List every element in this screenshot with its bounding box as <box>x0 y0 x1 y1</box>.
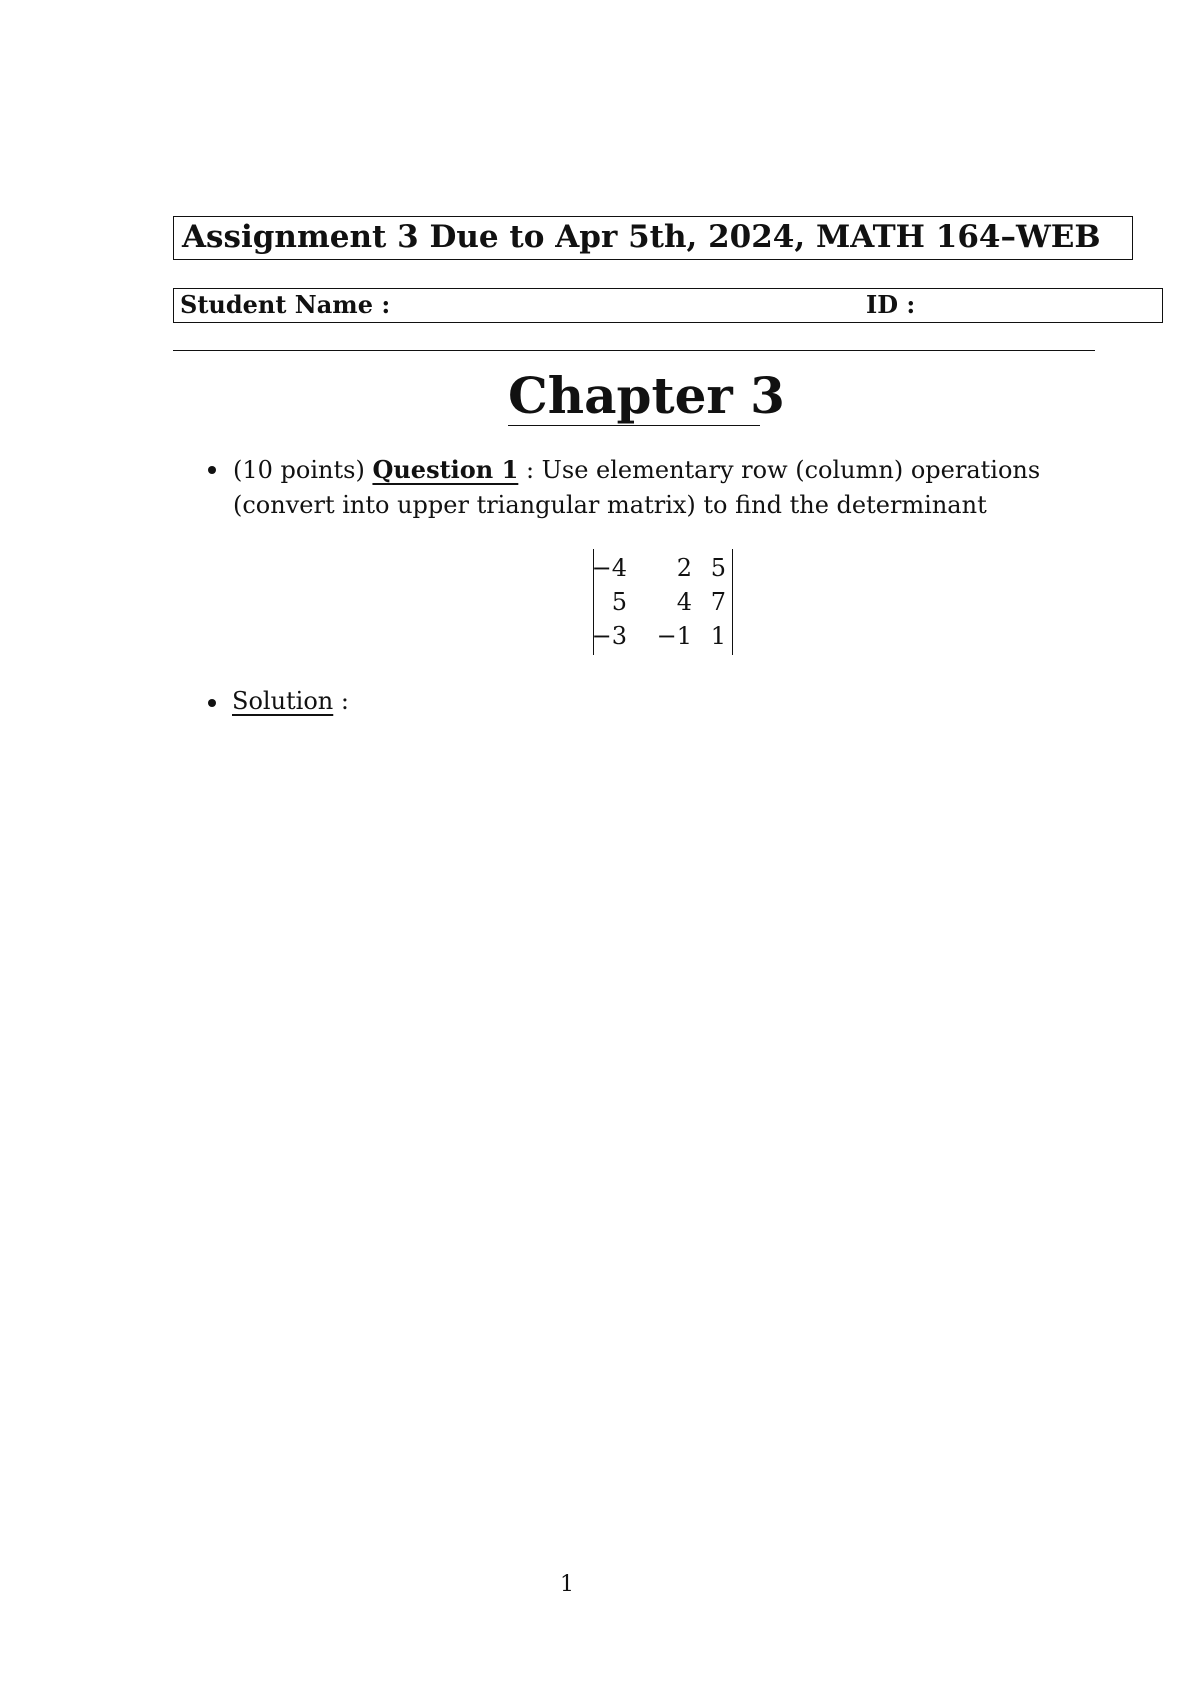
determinant-row <box>594 585 732 619</box>
question-text-line-1: Use elementary row (column) operations <box>541 456 1041 484</box>
determinant-matrix <box>593 549 733 655</box>
question-points: (10 points) <box>233 456 365 484</box>
question-line-2 <box>233 490 987 520</box>
solution-label <box>232 686 349 716</box>
determinant-cell: 4 <box>676 588 692 616</box>
determinant-cell: 7 <box>710 588 726 616</box>
student-id-label: ID : <box>866 290 916 319</box>
header-divider <box>173 350 1095 351</box>
question-line-1 <box>233 455 1040 485</box>
solution-bullet-icon <box>208 699 216 707</box>
determinant-cell: 2 <box>676 554 692 582</box>
student-info-box <box>173 288 1163 323</box>
student-name-label: Student Name : <box>180 290 391 319</box>
chapter-underline <box>508 425 760 426</box>
determinant-cell: −3 <box>591 622 627 650</box>
determinant-cell: −1 <box>656 622 692 650</box>
determinant-cell: 5 <box>710 554 726 582</box>
determinant-row <box>591 619 732 653</box>
solution-suffix: : <box>333 687 349 715</box>
determinant-cell: 5 <box>611 588 627 616</box>
solution-word: Solution <box>232 687 334 715</box>
question-text-line-2: (convert into upper triangular matrix) to find the determinant <box>233 491 987 519</box>
determinant-row <box>591 551 732 585</box>
assignment-title-text: Assignment 3 Due to Apr 5th, 2024, MATH 164–WEB <box>182 219 1101 255</box>
determinant-cell: 1 <box>710 622 726 650</box>
question-bullet-icon <box>208 466 216 474</box>
chapter-heading: Chapter 3 <box>508 366 785 425</box>
assignment-title <box>173 216 1133 260</box>
determinant-cell: −4 <box>591 554 627 582</box>
page-number: 1 <box>560 1572 574 1597</box>
question-separator: : <box>518 456 542 484</box>
question-title: Question 1 <box>372 455 519 484</box>
